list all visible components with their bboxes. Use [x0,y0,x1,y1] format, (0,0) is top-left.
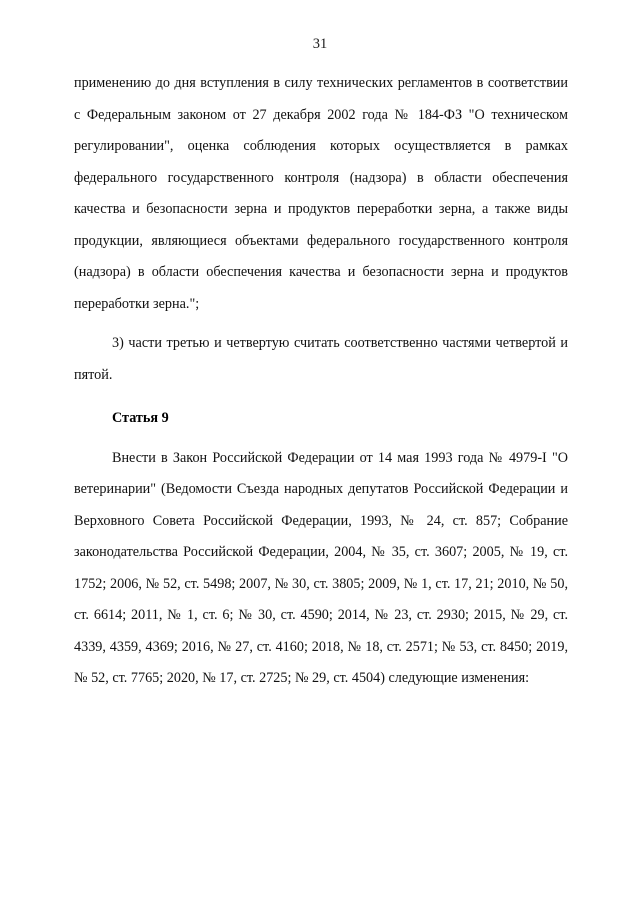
heading-body-spacer [74,435,568,443]
paragraph-article-9-body: Внести в Закон Российской Федерации от 14 мая 1993 года № 4979-I "О ветеринарии" (Ведомости Съезда народных депутатов Российской Федерации и Верховного Совета Российской Федерации, 1993, № 24, ст. 857; Собрание законодательства Российской Федерации, 2004, № 35, ст. 3607; 2005, № 19, ст. 1752; 2006, № 52, ст. 5498; 2007, № 30, ст. 3805; 2009, № 1, ст. 17, 21; 2010, № 50, ст. 6614; 2011, № 1, ст. 6; № 30, ст. 4590; 2014, № 23, ст. 2930; 2015, № 29, ст. 4339, 4359, 4369; 2016, № 27, ст. 4160; 2018, № 18, ст. 2571; № 53, ст. 8450; 2019, № 52, ст. 7765; 2020, № 17, ст. 2725; № 29, ст. 4504) следующие изменения: [74,449,568,686]
document-body [74,68,568,695]
page-number: 31 [312,36,328,52]
paragraph-item-3: 3) части третью и четвертую считать соответственно частями четвертой и пятой. [74,335,568,383]
paragraph-spacer [74,320,568,328]
section-heading-article-9: Статья 9 [112,410,169,426]
heading-spacer [74,391,568,403]
paragraph-continuation: применению до дня вступления в силу технических регламентов в соответствии с Федеральным законом от 27 декабря 2002 года № 184-ФЗ "О техническом регулировании", оценка соблюдения которых осуществляется в рамках федерального государственного контроля (надзора) в области обеспечения качества и безопасности зерна и продуктов переработки зерна, а также виды продукции, являющиеся объектами федерального государственного контроля (надзора) в области обеспечения качества и безопасности зерна и продуктов переработки зерна."; [74,75,568,312]
